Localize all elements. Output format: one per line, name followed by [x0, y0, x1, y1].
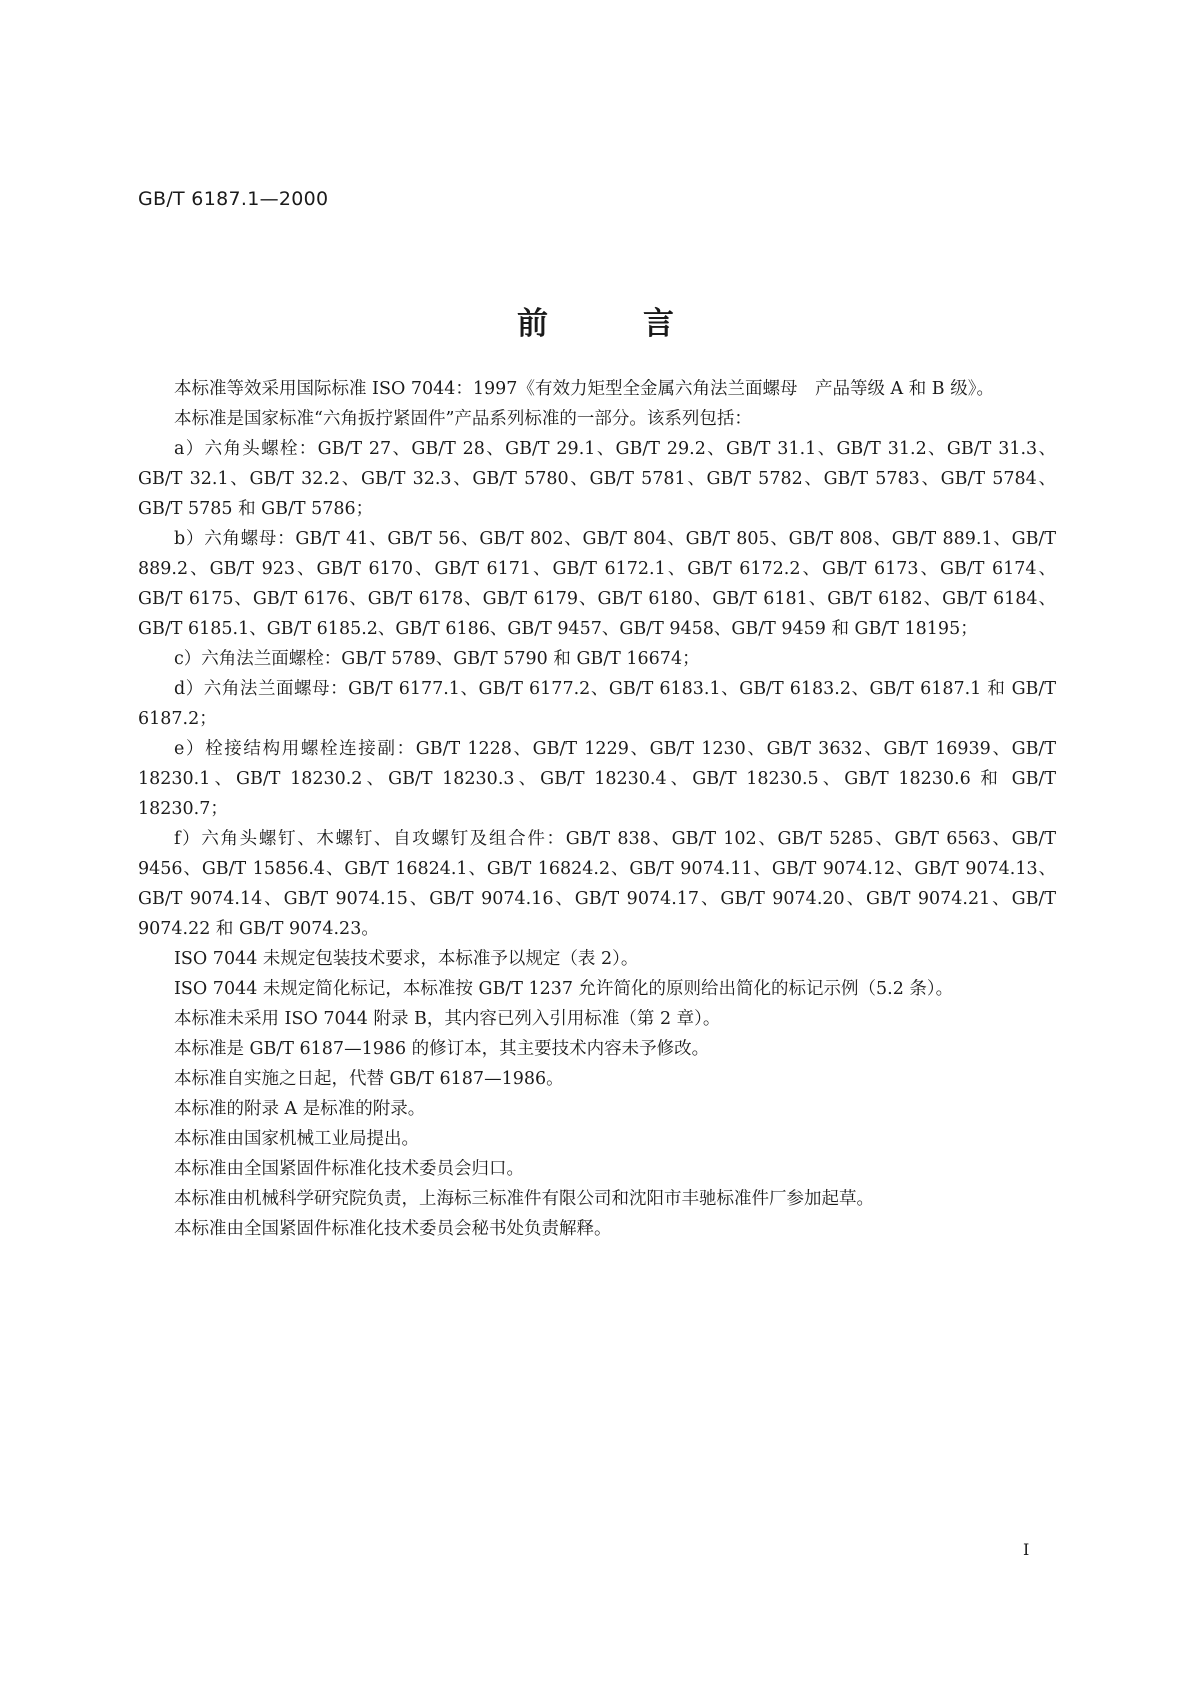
foreword-body — [138, 374, 1056, 1244]
list-item-b-hex-nuts: b）六角螺母：GB/T 41、GB/T 56、GB/T 802、GB/T 804、GB/T 805、GB/T 808、GB/T 889.1、GB/T 889.2、GB/T 923、GB/T 6170、GB/T 6171、GB/T 6172.1、GB/T 6172.2、GB/T 6173、GB/T 6174、GB/T 6175、GB/T 6176、GB/T 6178、GB/T 6179、GB/T 6180、GB/T 6181、GB/T 6182、GB/T 6184、GB/T 6185.1、GB/T 6185.2、GB/T 6186、GB/T 9457、GB/T 9458、GB/T 9459 和 GB/T 18195； — [138, 529, 1056, 639]
page-number: I — [1023, 1540, 1030, 1559]
paragraph-interpreted-by: 本标准由全国紧固件标准化技术委员会秘书处负责解释。 — [174, 1219, 612, 1239]
list-item-f-screws: f）六角头螺钉、木螺钉、自攻螺钉及组合件：GB/T 838、GB/T 102、GB/T 5285、GB/T 6563、GB/T 9456、GB/T 15856.4、GB/T 16824.1、GB/T 16824.2、GB/T 9074.11、GB/T 9074.12、GB/T 9074.13、GB/T 9074.14、GB/T 9074.15、GB/T 9074.16、GB/T 9074.17、GB/T 9074.20、GB/T 9074.21、GB/T 9074.22 和 GB/T 9074.23。 — [138, 829, 1056, 939]
standard-code: GB/T 6187.1—2000 — [138, 188, 329, 210]
paragraph-adoption: 本标准等效采用国际标准 ISO 7044：1997《有效力矩型全金属六角法兰面螺母 产品等级 A 和 B 级》。 — [174, 379, 994, 399]
paragraph-packaging: ISO 7044 未规定包装技术要求，本标准予以规定（表 2）。 — [174, 949, 639, 969]
paragraph-annex-b: 本标准未采用 ISO 7044 附录 B，其内容已列入引用标准（第 2 章）。 — [174, 1009, 721, 1029]
paragraph-marking: ISO 7044 未规定简化标记，本标准按 GB/T 1237 允许简化的原则给出简化的标记示例（5.2 条）。 — [174, 979, 954, 999]
list-item-e-bolt-assemblies: e）栓接结构用螺栓连接副：GB/T 1228、GB/T 1229、GB/T 1230、GB/T 3632、GB/T 16939、GB/T 18230.1、GB/T 18230.2、GB/T 18230.3、GB/T 18230.4、GB/T 18230.5、GB/T 18230.6 和 GB/T 18230.7； — [138, 739, 1056, 819]
paragraph-proposed-by: 本标准由国家机械工业局提出。 — [174, 1129, 419, 1149]
list-item-d-flange-nuts: d）六角法兰面螺母：GB/T 6177.1、GB/T 6177.2、GB/T 6183.1、GB/T 6183.2、GB/T 6187.1 和 GB/T 6187.2； — [138, 679, 1056, 729]
paragraph-annex-a: 本标准的附录 A 是标准的附录。 — [174, 1099, 426, 1119]
paragraph-revision: 本标准是 GB/T 6187—1986 的修订本，其主要技术内容未予修改。 — [174, 1039, 710, 1059]
paragraph-replaces: 本标准自实施之日起，代替 GB/T 6187—1986。 — [174, 1069, 564, 1089]
paragraph-series-intro: 本标准是国家标准“六角扳拧紧固件”产品系列标准的一部分。该系列包括： — [174, 409, 752, 429]
list-item-a-hex-bolts: a）六角头螺栓：GB/T 27、GB/T 28、GB/T 29.1、GB/T 29.2、GB/T 31.1、GB/T 31.2、GB/T 31.3、GB/T 32.1、GB/T 32.2、GB/T 32.3、GB/T 5780、GB/T 5781、GB/T 5782、GB/T 5783、GB/T 5784、GB/T 5785 和 GB/T 5786； — [138, 439, 1056, 519]
list-item-c-flange-bolts: c）六角法兰面螺栓：GB/T 5789、GB/T 5790 和 GB/T 16674； — [174, 649, 700, 669]
paragraph-centralized-by: 本标准由全国紧固件标准化技术委员会归口。 — [174, 1159, 524, 1179]
paragraph-drafted-by: 本标准由机械科学研究院负责，上海标三标准件有限公司和沈阳市丰驰标准件厂参加起草。 — [174, 1189, 874, 1209]
page-title: 前言 — [517, 306, 769, 342]
